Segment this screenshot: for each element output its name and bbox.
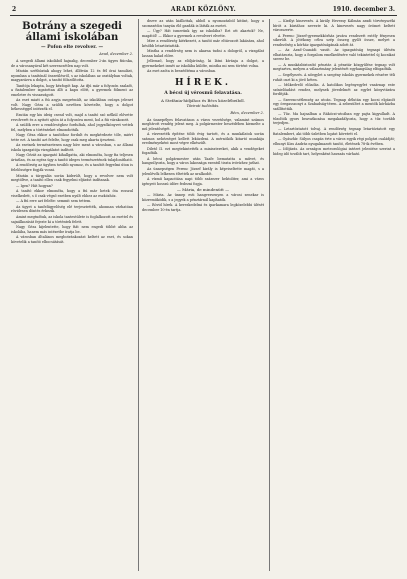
news-body	[142, 118, 264, 187]
paragraph: Dilető II. ezt megtekintették a minisztereket, akik a vendégeket fogadták.	[142, 146, 264, 156]
news-meta: Távirati tudósítás.	[186, 104, 220, 109]
paragraph: Az eset azóta is beszédtéma a városban.	[147, 69, 217, 74]
column-separator	[269, 19, 270, 571]
paragraph: — Időjárás. Az országos meteorológiai intézet jelentése szerint a hideg idő tovább tart, helyenként havazás várható.	[273, 147, 395, 156]
paragraph: Nagy Gézát az igazgató kihallgatta, aki elmondta, hogy fia teljesen ártatlan, és az egész ügy a tanító ideges természetének tulajdonítható.	[11, 153, 133, 162]
paragraph: Ezután egy kis ideig csend volt, majd a tanító szó nélkül elővette revolverét és a nyitott ajtón át a folyosóra ment, hol a fiú várakozott.	[11, 113, 133, 122]
paragraph: Az ünnepélyes felavatáson a város vezetősége, valamint számos meghívott vendég jelent meg. A polgármester beszédében kiemelte a mű jelentőségét.	[142, 117, 264, 131]
paragraph: — Rövid hírek. A kereskedelmi és iparkamara legközelebbi ülését december 10-én tartja.	[142, 203, 264, 212]
paragraph: A tanító ekkor elmondta, hogy a fiú már hetek óta rosszul viselkedett, s ő csak végső esetben nyúlt ehhez az eszközhöz.	[11, 189, 133, 198]
paragraph: dezve az után kiállottak, abból a nyomozásból kitűnt, hogy a szomszédos tanyán élő gazdák is látták az esetet.	[142, 19, 264, 28]
news-items	[273, 19, 395, 156]
notice-title: — Mária, de mindenütt —	[176, 187, 230, 193]
paragraph: A bécsi polgármester után Taafe bemutatta a művet, és hangsúlyozta, hogy a város lakossága ezentúl tiszta ivóvízhez juthat.	[142, 156, 264, 166]
news-headline: A bécsi új vérosmű felavatása.	[164, 91, 242, 97]
paragraph: A szegedi állami iskolából hajnalig, december 2-án ügyes fiúcska, de a városanyával két szerencsétlen nap volt.	[11, 59, 133, 68]
paragraph: — Az Arad-Csanádi vasút. Az igazgatóság tegnapi ülésén elhatározta, hogy a forgalom emelkedésére való tekintettel új kocsikat szerez be.	[273, 48, 395, 62]
paragraph: A szülők erre a rendőrséghez fordultak, ahol jegyzőkönyvet vettek fel, melyben a történteket elmondották.	[11, 123, 133, 132]
article-dateline: Arad, december 2.	[99, 52, 133, 56]
paragraph: — A fiú erre azt felelte: semmit sem tettem.	[16, 199, 92, 204]
paragraph: Nagy Géza kijelentette, hogy fiát nem engedi többé abba az iskolába, hanem más intézetbe íratja be.	[11, 225, 133, 234]
paragraph: — A munkásbiztosító pénztár. A pénztár közgyűlése tegnap volt megtartva, melyen a választmány jelentését egyhangúlag elfogadták.	[273, 62, 395, 72]
paragraph: Miután a tárgyalás során kiderült, hogy a revolver nem volt megtöltve, a tanító ellen csak fegyelmi eljárást indítanak.	[11, 173, 133, 183]
paragraph: A Ferenc József-gyermekkórház javára rendezett estély fényesen sikerült. A jótékony célra szép összeg gyűlt össze, melyet a rendezőség a kórház igazgatóságának adott át.	[273, 33, 395, 47]
paragraph: Miután széthúztak ahogy lehet, állítván 12 és fél órai tanulást, nyomban a tanítónál összeülésről, s az iskolában az osztályban voltak, magyarázva a dolgot, a tanító fölszólította.	[11, 69, 133, 83]
paragraph: Mire a rendőrség kiérkezett, a tanító már eltávozott lakására, ahol később letartóztatták.	[142, 39, 264, 48]
paragraph: Az ügyet a tanfelügyelőség elé terjesztették, ahonnan várhatóan rövidesen döntés érkezik.	[11, 204, 133, 214]
column-right	[273, 19, 395, 571]
paragraph: — Királyi kinevezés. A király Hevessy Kálmán aradi törvényszéki bírót a kúriához nevezte ki. A kinevezés nagy örömet keltett városszerte.	[273, 19, 395, 33]
issue-date: 1910. december 3.	[332, 6, 395, 13]
paragraph: — Úgy? Hát ismerünk így az iskolába? Ezt ott akartok? Ne, magától! — Ekkor a gyermek a revolvert elvette.	[142, 29, 264, 38]
paragraph: Amint megtudtuk, az iskola tantestülete is foglalkozott az esettel és sajnálkozását fejezte ki a történtek felett.	[11, 214, 133, 224]
paragraph: Nagy Géza ekkor a tanítóhoz fordult és megkérdezte tőle, miért tette ezt. A tanító azt felelte, hogy csak meg akarta ijeszteni.	[11, 133, 133, 142]
paragraph: A vízmű kapacitása napi több százezer hektoliter, ami a város igényeit hosszú időre fedezni fogja.	[142, 177, 264, 186]
column-middle	[142, 19, 264, 571]
paragraph: A városban általános megbotránkozást keltett az eset, és sokan követelik a tanító elbocsátását.	[11, 235, 133, 244]
column-left	[11, 19, 133, 571]
article-continuation	[142, 19, 264, 74]
paragraph: — Segélyezés. A nőegylet a szegény iskolás gyermekek részére téli ruhát oszt ki a jövő héten.	[273, 73, 395, 82]
paragraph: Az esetnek természetesen nagy híre ment a városban, s az állami iskola igazgatója vizsgálatot indított.	[11, 143, 133, 152]
news-subheading: A Stefánia-hídjához és Bécs közelébeiből.	[161, 98, 245, 104]
news-section-title: HÍREK.	[174, 78, 231, 89]
paragraph: Tanítója lekapta, hogy kézfogót kap. Az ifjú már a folyosón szaladt, a fiatalember izgatottan állt a kapu előtt, a gyermek fölment az emeletre és visszavágott.	[11, 83, 133, 97]
article-subheading: — Pofon elte revolver. —	[40, 45, 104, 50]
article-headline: Botrány a szegedi állami iskolában	[22, 21, 122, 43]
paragraph: — Gyászhír. Súlyos csapás érte a város egyik régi polgári családját; elhunyt Kiss András nyugalmazott tanító, életének 78-ik évében.	[273, 137, 395, 146]
paragraph: Az eset miatt a fiú anyja megrémült, az iskolában csúnya jelenet volt. Nagy Géza a szülők nevében követelte, hogy a dolgot békességgel intézzék el.	[11, 98, 133, 112]
paragraph: A vízvezeték építése több évig tartott, és a munkálatok során számos nehézséget kellett leküzdeni. A mérnökök kitartó munkája eredményeként most végre elkészült.	[142, 132, 264, 146]
paragraph: Mintha a rendőrség nem is akarna tudni a dologról, a vizsgálat lassan halad előre.	[142, 49, 264, 58]
column-separator	[138, 19, 139, 571]
header-rule	[10, 15, 397, 16]
paragraph: Jellemző, hogy az elöljáróság, ki látni kívánja a dolgot, a gyermekeket ismét az iskolába küldte, mintha mi sem történt volna.	[142, 59, 264, 68]
paragraph: — Műkedvelő előadás. A katolikus legényegylet vasárnap este színielőadást rendez, melynek jövedelmét az egylet könyvtárára fordítják.	[273, 83, 395, 97]
newspaper-title: ARADI KÖZLÖNY.	[170, 6, 237, 13]
paragraph: — Szerencsétlenség az utcán. Tegnap délután egy kocsi elgázolt egy öregasszonyt a Szabadság-téren. A sebesültet a mentők kórházba szállították.	[273, 97, 395, 111]
notice-body	[142, 193, 264, 212]
page-number: 2	[12, 6, 17, 13]
paragraph: A rendőrség az ügyben tovább nyomoz, és a tanítót fegyelmi úton is felelősségre fogják vonni.	[11, 163, 133, 173]
paragraph: — Mária. Az ünnep esti hangversenyen a városi zenekar is közreműködik, s a jegyek a pénztárnál kaphatók.	[142, 193, 264, 202]
paragraph: — Letartóztatott tolvaj. A rendőrség tegnap letartóztatott egy fiatalembert, aki több üzletben lopást követett el.	[273, 127, 395, 136]
paragraph: — Igen? Hát hogyan?	[16, 183, 53, 188]
paragraph: Az ünnepségen Ferenc József király is képviseltette magát, s a jelenlévők lelkesen éltették az uralkodót.	[142, 166, 264, 176]
paragraph: — Tűz. Ma hajnalban a Rákóczi-utcában egy pajta kigyulladt. A tűzoltók gyors beavatkozása megakadályozta, hogy a tűz tovább terjedjen.	[273, 112, 395, 126]
article-body	[11, 59, 133, 244]
news-dateline: Bécs, december 2.	[230, 110, 264, 115]
